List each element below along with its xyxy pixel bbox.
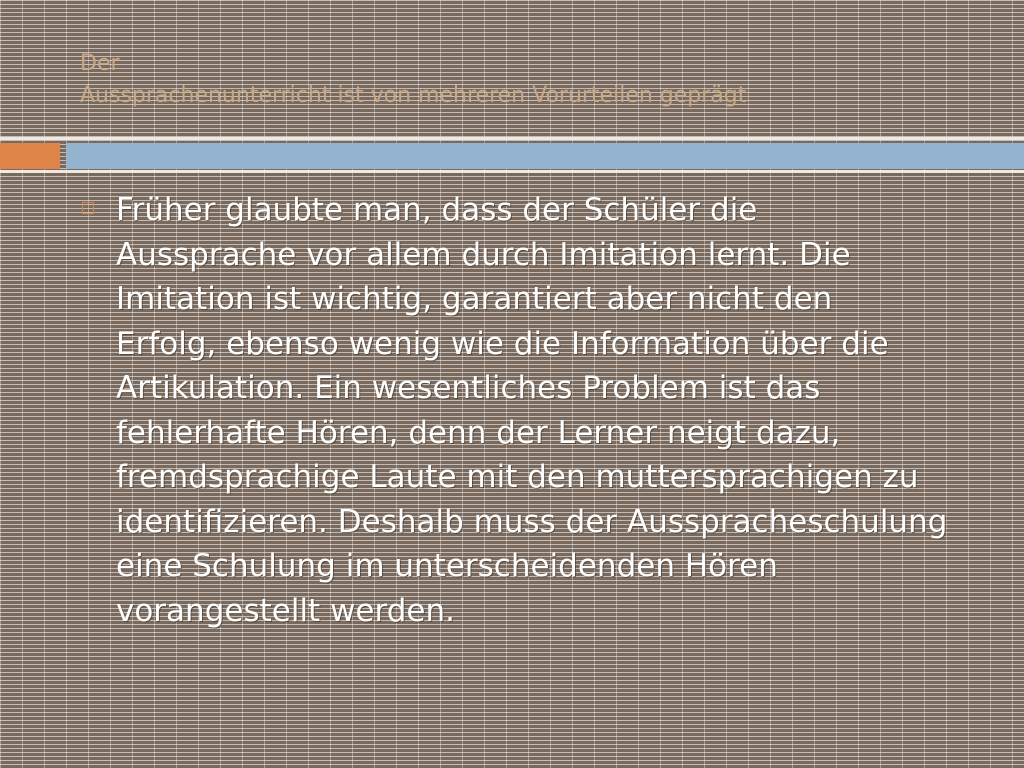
bullet-text-line: Erfolg, ebenso wenig wie die Information über die	[116, 325, 889, 362]
bullet-text-line: Aussprache vor allem durch Imitation lernt. Die	[116, 236, 851, 273]
accent-bar-orange	[0, 143, 60, 169]
bullet-text	[116, 188, 980, 633]
slide-title	[80, 48, 980, 112]
bullet-text-line: Früher glaubte man, dass der Schüler die	[116, 192, 758, 228]
square-bullet-icon	[82, 202, 94, 214]
bullet-text-line: Imitation ist wichtig, garantiert aber nicht den	[116, 281, 833, 317]
bullet-text-line: fehlerhafte Hören, denn der Lerner neigt dazu,	[116, 414, 841, 451]
bullet-text-line: Artikulation. Ein wesentliches Problem ist das	[116, 370, 821, 406]
bullet-text-line: identifizieren. Deshalb muss der Ausspracheschulung	[116, 503, 948, 540]
bullet-text-line: vorangestellt werden.	[116, 592, 455, 629]
bullet-text-line: fremdsprachige Laute mit den muttersprachigen zu	[116, 459, 919, 495]
content-divider	[0, 170, 1024, 173]
slide-content	[80, 188, 980, 633]
title-divider	[0, 137, 1024, 140]
accent-bar-blue	[66, 143, 1024, 169]
slide-title-line: Aussprachenunterricht ist von mehreren Vorurteilen geprägt	[80, 83, 747, 108]
bullet-text-line: eine Schulung im unterscheidenden Hören	[116, 548, 778, 584]
slide-title-line: Der	[80, 51, 120, 76]
bullet-item	[80, 188, 980, 633]
